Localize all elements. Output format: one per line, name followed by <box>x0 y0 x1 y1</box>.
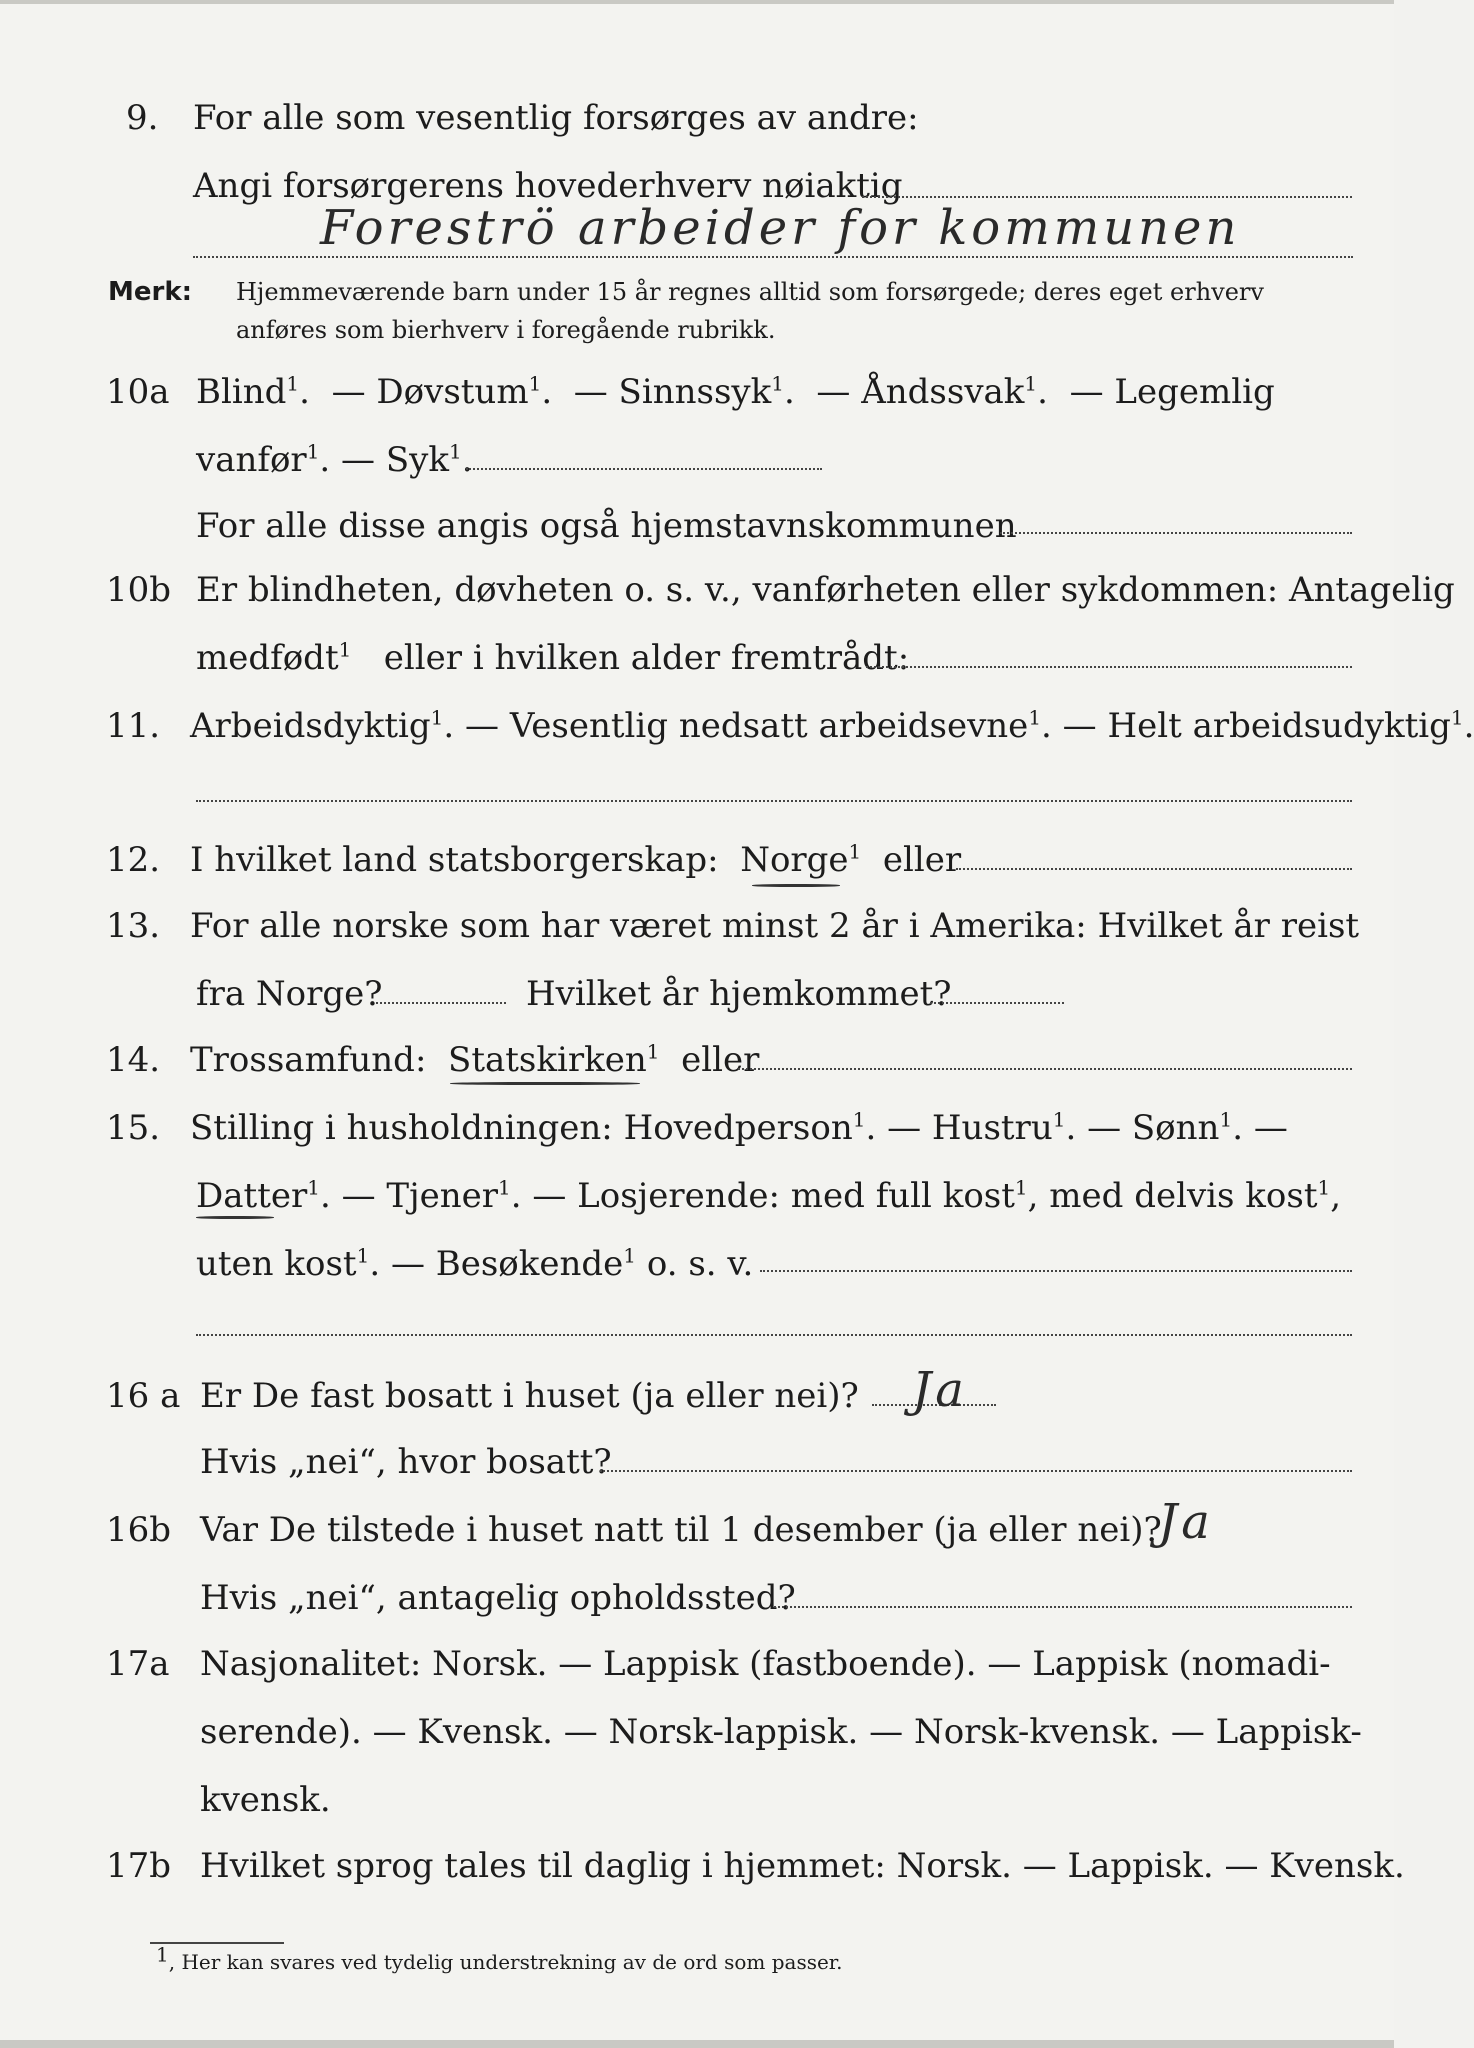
q16a-handwritten-answer: Ja <box>912 1362 968 1418</box>
q16b-line1: Var De tilstede i huset natt til 1 desember (ja eller nei)? <box>200 1510 1162 1550</box>
q16a-dotted-line2 <box>600 1470 1352 1472</box>
q13-line2a: fra Norge? <box>196 974 383 1014</box>
q11-number: 11. <box>106 706 161 746</box>
footnote-rule <box>150 1942 284 1944</box>
q13-dotted-line2 <box>930 1002 1064 1004</box>
q14-line: Trossamfund: Statskirken$^1$ eller <box>190 1039 760 1080</box>
q15-line1: Stilling i husholdningen: Hovedperson$^1$. — Hustru$^1$. — Sønn$^1$. — <box>190 1107 1288 1148</box>
q17b-number: 17b <box>106 1846 172 1886</box>
q16a-number: 16 a <box>106 1376 181 1416</box>
q9-line2: Angi forsørgerens hovederhverv nøiaktig <box>193 166 903 206</box>
merk-line2: anføres som bierhverv i foregående rubrikk. <box>236 316 776 344</box>
q9-handwritten-answer: Foreströ arbeider for kommunen <box>320 200 1241 256</box>
q16b-handwritten-answer: Ja <box>1158 1494 1214 1550</box>
q9-dotted-line2 <box>193 256 1353 258</box>
q10a-line3: For alle disse angis også hjemstavnskommunen <box>196 506 1017 546</box>
q17a-line3: kvensk. <box>200 1780 331 1820</box>
q17a-line1: Nasjonalitet: Norsk. — Lappisk (fastboende). — Lappisk (nomadi- <box>200 1644 1331 1684</box>
q17a-line2: serende). — Kvensk. — Norsk-lappisk. — Norsk-kvensk. — Lappisk- <box>200 1712 1362 1752</box>
q12-line: I hvilket land statsborgerskap: Norge$^1$ eller <box>190 839 962 880</box>
q13-number: 13. <box>106 906 161 946</box>
q11-dotted-line <box>196 800 1352 802</box>
q17b-line1: Hvilket sprog tales til daglig i hjemmet: Norsk. — Lappisk. — Kvensk. <box>200 1846 1405 1886</box>
q17a-number: 17a <box>106 1644 170 1684</box>
q10a-number: 10a <box>106 372 170 412</box>
q10a-dotted-line1 <box>466 468 822 470</box>
q9-number: 9. <box>126 98 159 138</box>
q10b-line2: medfødt$^1$ eller i hvilken alder fremtrådt: <box>196 637 910 678</box>
q9-dotted-line1 <box>862 196 1352 198</box>
q14-dotted-line <box>738 1068 1352 1070</box>
q12-norge: Norge <box>740 840 849 880</box>
q9-line1: For alle som vesentlig forsørges av andre: <box>193 98 919 138</box>
q10a-line2: vanfør$^1$. — Syk$^1$. <box>196 439 473 480</box>
page-edge-bottom <box>0 2040 1394 2048</box>
q13-line1: For alle norske som har været minst 2 år i Amerika: Hvilket år reist <box>190 906 1360 946</box>
q16a-line2: Hvis „nei“, hvor bosatt? <box>200 1442 612 1482</box>
footnote: 1, Her kan svares ved tydelig understrekning av de ord som passer. <box>156 1942 843 1974</box>
q13-dotted-line1 <box>376 1002 506 1004</box>
q15-dotted-line1 <box>760 1270 1352 1272</box>
q11-line1: Arbeidsdyktig$^1$. — Vesentlig nedsatt arbeidsevne$^1$. — Helt arbeidsudyktig$^1$. <box>190 705 1474 746</box>
q14-statskirken: Statskirken <box>448 1040 647 1080</box>
merk-label: Merk: <box>108 277 193 307</box>
q14-number: 14. <box>106 1040 161 1080</box>
q15-datter: Datter <box>196 1176 308 1216</box>
q12-number: 12. <box>106 840 161 880</box>
q10b-line1: Er blindheten, døvheten o. s. v., vanførheten eller sykdommen: Antagelig <box>196 570 1455 610</box>
page-edge-top <box>0 0 1394 4</box>
q15-line2: Datter$^1$. — Tjener$^1$. — Losjerende: med full kost$^1$, med delvis kost$^1$, <box>196 1175 1342 1216</box>
q10a-line1: Blind$^1$. — Døvstum$^1$. — Sinnssyk$^1$. — Åndssvak$^1$. — Legemlig <box>196 371 1275 412</box>
merk-line1: Hjemmeværende barn under 15 år regnes alltid som forsørgede; deres eget erhverv <box>236 278 1264 306</box>
q16b-dotted-line <box>774 1606 1352 1608</box>
q16a-line1: Er De fast bosatt i huset (ja eller nei)? <box>200 1376 859 1416</box>
q10b-number: 10b <box>106 570 172 610</box>
q10b-dotted-line <box>866 666 1352 668</box>
q13-line2b: Hvilket år hjemkommet? <box>526 974 952 1014</box>
q12-norge-underline <box>752 884 840 887</box>
q16b-number: 16b <box>106 1510 172 1550</box>
q10a-dotted-line2 <box>1000 532 1352 534</box>
q16b-line2: Hvis „nei“, antagelig opholdssted? <box>200 1578 796 1618</box>
q15-datter-underline <box>196 1216 274 1219</box>
q14-statskirken-underline <box>450 1082 640 1085</box>
q12-dotted-line <box>956 868 1352 870</box>
q15-number: 15. <box>106 1108 161 1148</box>
q15-line3: uten kost$^1$. — Besøkende$^1$ o. s. v. <box>196 1243 754 1284</box>
q15-dotted-line2 <box>196 1334 1352 1336</box>
